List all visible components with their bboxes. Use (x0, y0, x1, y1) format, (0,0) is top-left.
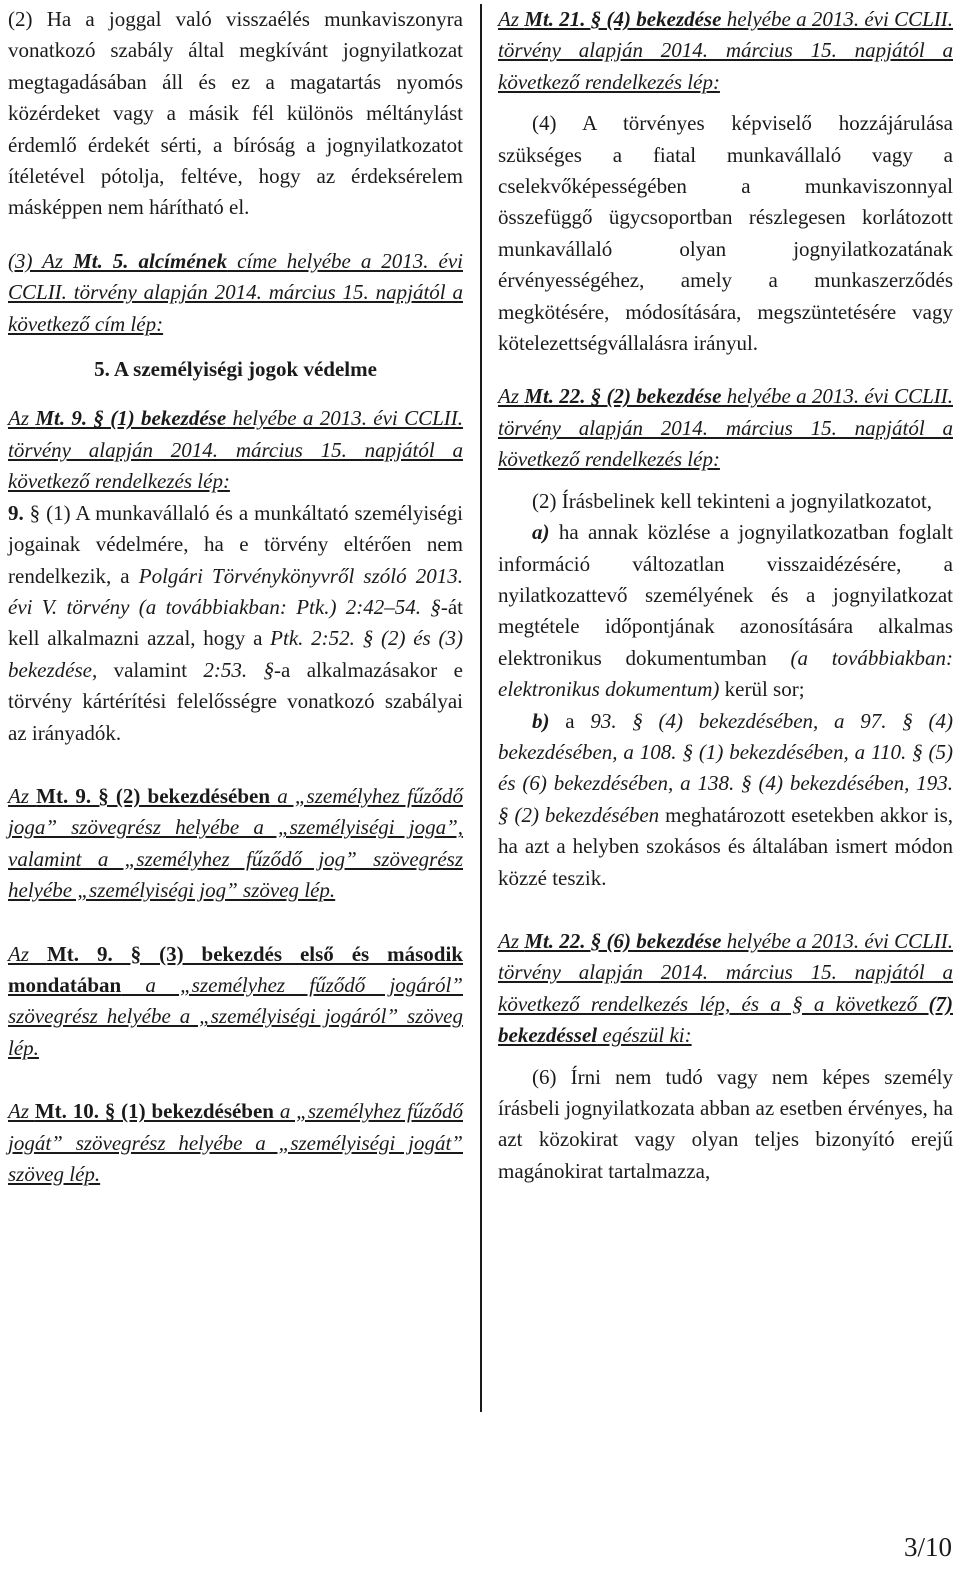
section-heading: 5. A személyiségi jogok védelme (94, 357, 377, 382)
amendment-note-4: Az Mt. 9. § (3) bekezdés első és második mondatában a „személyhez fűződő jogáról” szövegrész helyébe a „személyiségi jogáról” szöveg lép. (8, 941, 464, 1060)
paragraph-2-written: (2) Írásbelinek kell tekinteni a jognyilatkozatot, (532, 488, 933, 513)
amendment-note-7: Az Mt. 22. § (2) bekezdése helyébe a 2013. évi CCLII. törvény alapján 2014. március 15. napjától a következő rendelkezés lép: (498, 384, 954, 472)
column-divider (480, 4, 482, 1412)
section-9-paragraph: 9. § (1) A munkavállaló és a munkáltató személyiségi jogainak védelmére, ha e törvény eltérően nem rendelkezik, a Polgári Törvénykönyvről szóló 2013. évi V. törvény (a továbbiakban: Ptk.) 2:42–54. §-át kell alkalmazni azzal, hogy a Ptk. 2:52. § (2) és (3) bekezdése, valamint 2:53. §-a alkalmazásakor e törvény kártérítési felelősségre vonatkozó szabályai az irányadók. (8, 500, 463, 745)
amendment-note-1: (3) Az Mt. 5. alcímének címe helyébe a 2013. évi CCLII. törvény alapján 2014. március 15. napjától a következő cím lép: (8, 248, 463, 336)
paragraph-2: (2) Ha a joggal való visszaélés munkaviszonyra vonatkozó szabály által megkívánt jognyilatkozat megtagadásában áll és ez a magatartás nyomós közérdeket vagy a másik fél különös méltánylást érdemlő érdekét sérti, a bíróság a jognyilatkozatot ítéletével pótolja, feltéve, hogy az érdeksérelem másképpen nem hárítható el. (8, 7, 463, 220)
page-number: 3/10 (903, 1532, 952, 1562)
amendment-note-2: Az Mt. 9. § (1) bekezdése helyébe a 2013. évi CCLII. törvény alapján 2014. március 15. napjától a következő rendelkezés lép: (8, 406, 463, 494)
point-b: b) a 93. § (4) bekezdésében, a 97. § (4) bekezdésében, a 108. § (1) bekezdésében, a 110. § (5) és (6) bekezdésében, a 138. § (4) bekezdésében, 193. § (2) bekezdésében meghatározott esetekben akkor is, ha azt a helyben szokásos és általában ismert módon közzé teszik. (498, 708, 953, 890)
amendment-note-5: Az Mt. 10. § (1) bekezdésében a „személyhez fűződő jogát” szövegrész helyébe a „személyiségi jogát” szöveg lép. (8, 1099, 463, 1186)
amendment-note-8: Az Mt. 22. § (6) bekezdése helyébe a 2013. évi CCLII. törvény alapján 2014. március 15. napjától a következő rendelkezés lép, és a § a következő (7) bekezdéssel egészül ki: (498, 928, 954, 1048)
amendment-note-3: Az Mt. 9. § (2) bekezdésében a „személyhez fűződő joga” szövegrész helyébe a „személyiségi joga”, valamint a „személyhez fűződő jog” szövegrész helyébe „személyiségi jog” szöveg lép. (8, 783, 463, 903)
paragraph-4: (4) A törvényes képviselő hozzájárulása szükséges a fiatal munkavállaló vagy a cselekvőképességében a munkaviszonnyal összefüggő ügycsoportban részlegesen korlátozott munkavállaló olyan jognyilatkozatának érvényességéhez, amely a munkaszerződés megkötésére, módosítására, megszüntetésére vagy kötelezettségvállalásra irányul. (498, 111, 953, 356)
left-column (8, 4, 463, 1190)
point-a: a) ha annak közlése a jognyilatkozatban foglalt információ változatlan visszaidézésére, a nyilatkozattevő személyének és a jognyilatkozat megtétele időpontjának azonosítására alkalmas elektronikus dokumentumban (a továbbiakban: elektronikus dokumentum) kerül sor; (498, 520, 953, 702)
amendment-note-6: Az Mt. 21. § (4) bekezdése helyébe a 2013. évi CCLII. törvény alapján 2014. március 15. napjától a következő rendelkezés lép: (498, 7, 954, 94)
paragraph-6: (6) Írni nem tudó vagy nem képes személy írásbeli jognyilatkozata abban az esetben érvényes, ha azt közokirat vagy olyan teljes bizonyító erejű magánokirat tartalmazza, (498, 1064, 953, 1183)
right-column (498, 4, 953, 1187)
